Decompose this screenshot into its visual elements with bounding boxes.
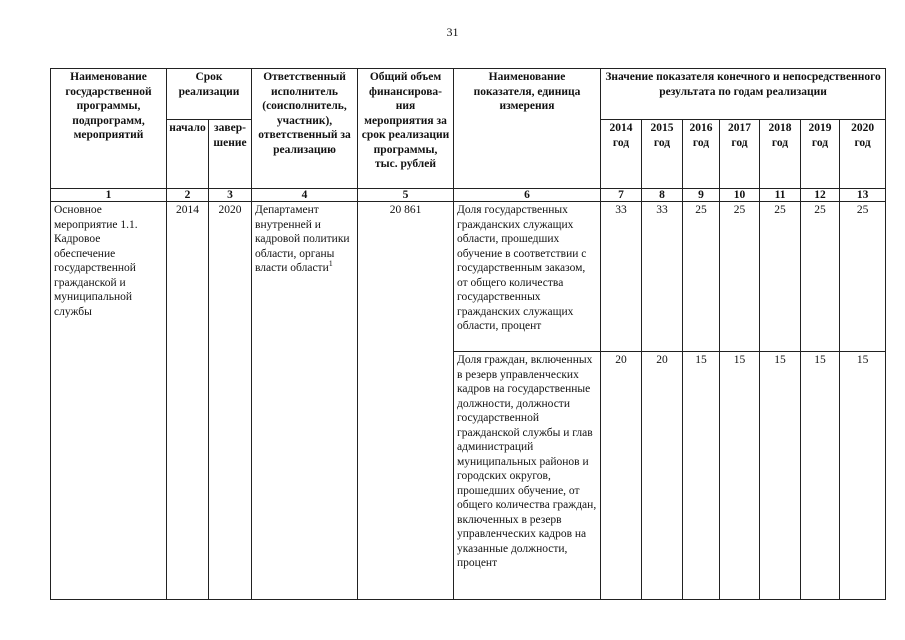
indicator-value: 25: [840, 202, 886, 352]
indicator-value: 33: [601, 202, 642, 352]
indicator-value: 20: [642, 352, 683, 600]
end-year: 2020: [209, 202, 252, 600]
header-responsible: Ответственный исполнитель (соисполнитель, участник), ответственный за реализацию: [252, 69, 358, 189]
column-number: 6: [454, 189, 601, 202]
header-year-2016: 2016 год: [683, 120, 720, 189]
indicator-value: 15: [801, 352, 840, 600]
header-year-2015: 2015 год: [642, 120, 683, 189]
column-number: 8: [642, 189, 683, 202]
header-year-2018: 2018 год: [760, 120, 801, 189]
footnote-mark: 1: [328, 259, 333, 269]
indicator-value: 25: [720, 202, 760, 352]
header-end: завер-шение: [209, 120, 252, 189]
header-program-name: Наименование государственной программы, подпрограмм, мероприятий: [51, 69, 167, 189]
indicator-value: 15: [760, 352, 801, 600]
header-year-2019: 2019 год: [801, 120, 840, 189]
activity-name: Основное мероприятие 1.1. Кадровое обеспечение государственной гражданской и муниципальной службы: [51, 202, 167, 600]
indicator-name: Доля граждан, включенных в резерв управленческих кадров на государственные должности, должности государственной гражданской службы и глав администраций муниципальных районов и городских округов, прошедших обучение, от общего количества граждан, включенных в резерв управленческих кадров на указанные должности, процент: [454, 352, 601, 600]
indicator-value: 15: [840, 352, 886, 600]
indicator-name: Доля государственных гражданских служащих области, прошедших обучение в соответствии с государственным заказом, от общего количества государственных гражданских служащих области, процент: [454, 202, 601, 352]
column-number: 11: [760, 189, 801, 202]
indicator-value: 25: [801, 202, 840, 352]
indicator-value: 25: [760, 202, 801, 352]
column-number: 10: [720, 189, 760, 202]
column-number: 7: [601, 189, 642, 202]
indicator-value: 20: [601, 352, 642, 600]
indicator-value: 15: [683, 352, 720, 600]
column-number: 4: [252, 189, 358, 202]
header-indicator-values: Значение показателя конечного и непосредственного результата по годам реализации: [601, 69, 886, 120]
header-total-amount: Общий объем финансирова-ния мероприятия за срок реализации программы, тыс. рублей: [358, 69, 454, 189]
indicator-value: 25: [683, 202, 720, 352]
indicator-value: 33: [642, 202, 683, 352]
column-number: 5: [358, 189, 454, 202]
header-year-2020: 2020 год: [840, 120, 886, 189]
header-indicator-name: Наименование показателя, единица измерения: [454, 69, 601, 189]
column-number: 9: [683, 189, 720, 202]
column-number: 2: [167, 189, 209, 202]
column-number: 12: [801, 189, 840, 202]
header-period: Срок реализации: [167, 69, 252, 120]
header-year-2017: 2017 год: [720, 120, 760, 189]
column-number: 13: [840, 189, 886, 202]
column-number: 3: [209, 189, 252, 202]
table-row: [51, 202, 886, 352]
start-year: 2014: [167, 202, 209, 600]
header-year-2014: 2014 год: [601, 120, 642, 189]
page-number: 31: [446, 25, 459, 39]
total-amount: 20 861: [358, 202, 454, 600]
header-start: начало: [167, 120, 209, 189]
responsible-executor: Департамент внутренней и кадровой политики области, органы власти области$^1$: [252, 202, 358, 600]
program-table: [50, 68, 886, 600]
column-number: 1: [51, 189, 167, 202]
column-numbers-row: [51, 189, 886, 202]
indicator-value: 15: [720, 352, 760, 600]
